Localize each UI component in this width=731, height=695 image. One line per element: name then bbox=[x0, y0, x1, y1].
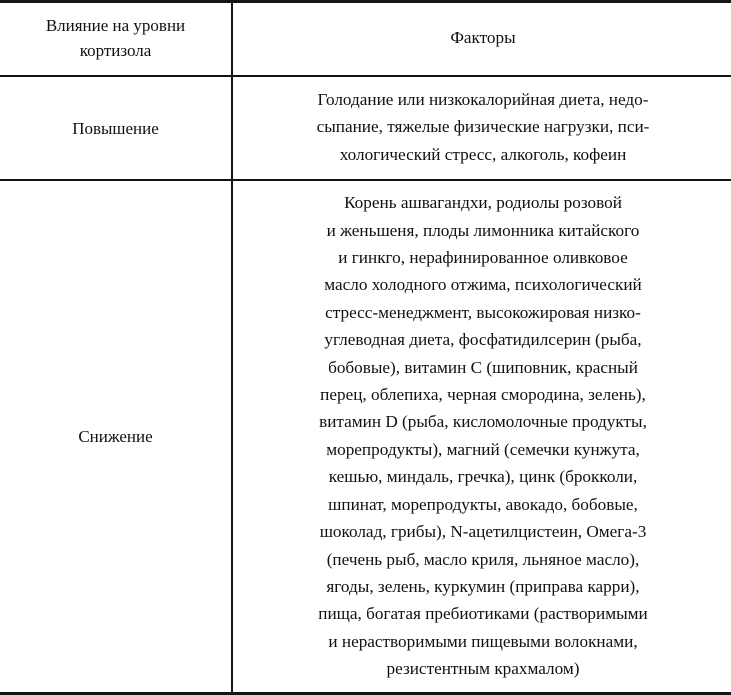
factors-line: масло холодного отжима, психологический bbox=[324, 275, 642, 295]
factors-line: ягоды, зелень, куркумин (приправа карри), bbox=[326, 576, 640, 596]
header-effect-line-1: Влияние на уровни bbox=[45, 16, 186, 35]
factors-line: и гинкго, нерафинированное оливковое bbox=[338, 248, 628, 268]
header-cell-factors bbox=[232, 2, 731, 77]
factors-line: пища, богатая пребиотиками (растворимыми bbox=[318, 604, 648, 624]
factors-line: резистентным крахмалом) bbox=[386, 659, 580, 679]
table-header-row bbox=[0, 2, 731, 77]
header-factors-label: Факторы bbox=[450, 28, 516, 48]
row-effect-decrease bbox=[0, 180, 232, 693]
effect-label-decrease: Снижение bbox=[78, 426, 153, 446]
factors-line: кешью, миндаль, гречка), цинк (брокколи, bbox=[328, 467, 638, 487]
factors-text-decrease bbox=[233, 181, 731, 691]
factors-line: Корень ашвагандхи, родиолы розовой bbox=[344, 193, 622, 213]
header-effect-line-2: кортизола bbox=[79, 41, 152, 60]
table-row bbox=[0, 76, 731, 180]
row-factors-decrease bbox=[232, 180, 731, 693]
factors-line: витамин D (рыба, кисломолочные продукты, bbox=[319, 412, 647, 432]
header-cell-effect bbox=[0, 2, 232, 77]
effect-label-increase: Повышение bbox=[72, 118, 159, 138]
factors-line: бобовые), витамин C (шиповник, красный bbox=[328, 357, 638, 377]
row-effect-increase bbox=[0, 76, 232, 180]
factors-line: морепродукты), магний (семечки кунжута, bbox=[326, 439, 640, 459]
factors-line: стресс-менеджмент, высокожировая низко- bbox=[325, 302, 641, 322]
factors-line: и женьшеня, плоды лимонника китайского bbox=[326, 220, 640, 240]
row-factors-increase bbox=[232, 76, 731, 180]
factors-text-increase bbox=[233, 77, 731, 179]
factors-line: (печень рыб, масло криля, льняное масло), bbox=[326, 549, 640, 569]
table-row bbox=[0, 180, 731, 693]
header-effect-label bbox=[0, 3, 231, 75]
factors-line: углеводная диета, фосфатидилсерин (рыба, bbox=[324, 330, 642, 350]
factors-line: шпинат, морепродукты, авокадо, бобовые, bbox=[328, 494, 638, 514]
factors-line: хологический стресс, алкоголь, кофеин bbox=[339, 144, 627, 164]
factors-line: перец, облепиха, черная смородина, зелень), bbox=[320, 385, 646, 405]
factors-line: шоколад, грибы), N-ацетилцистеин, Омега-3 bbox=[319, 522, 647, 542]
factors-line: Голодание или низкокалорийная диета, недо- bbox=[317, 90, 649, 109]
factors-line: сыпание, тяжелые физические нагрузки, пси- bbox=[316, 117, 650, 137]
factors-line: и нерастворимыми пищевыми волокнами, bbox=[328, 631, 638, 651]
